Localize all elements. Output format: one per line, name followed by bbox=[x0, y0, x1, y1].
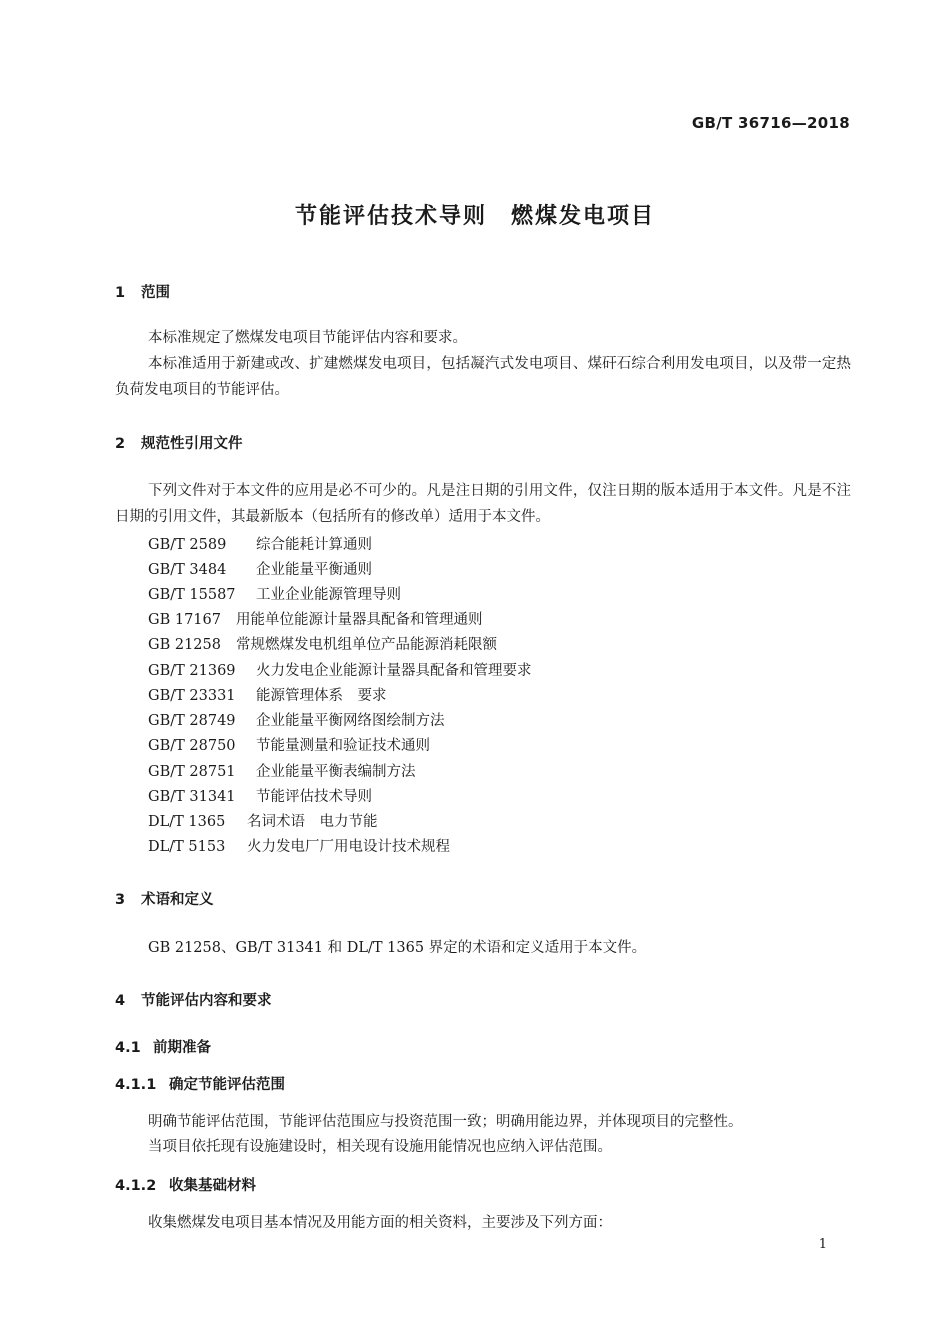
reference-item bbox=[148, 835, 450, 856]
standard-number: GB/T 36716—2018 bbox=[691, 114, 850, 132]
document-title: 节能评估技术导则 燃煤发电项目 bbox=[294, 204, 655, 229]
reference-name: 工业企业能源管理导则 bbox=[256, 587, 401, 603]
subsection-4-1-heading bbox=[115, 1036, 211, 1057]
reference-name: 火力发电企业能源计量器具配备和管理要求 bbox=[256, 663, 532, 679]
reference-item bbox=[148, 785, 372, 806]
reference-name: 用能单位能源计量器具配备和管理通则 bbox=[236, 612, 483, 628]
paragraph: 本标准规定了燃煤发电项目节能评估内容和要求。 bbox=[148, 330, 467, 346]
reference-code: GB/T 28750 bbox=[148, 738, 236, 754]
reference-name: 企业能量平衡网络图绘制方法 bbox=[256, 713, 445, 729]
reference-name: 常规燃煤发电机组单位产品能源消耗限额 bbox=[236, 637, 497, 653]
section-title: 术语和定义 bbox=[141, 892, 214, 908]
reference-item bbox=[148, 760, 416, 781]
reference-code: GB 21258 bbox=[148, 637, 221, 653]
paragraph: 明确节能评估范围，节能评估范围应与投资范围一致；明确用能边界，并体现项目的完整性。 bbox=[148, 1114, 743, 1130]
reference-code: DL/T 5153 bbox=[148, 839, 226, 855]
reference-code: GB/T 31341 bbox=[148, 789, 236, 805]
reference-item bbox=[148, 734, 430, 755]
section-title: 确定节能评估范围 bbox=[169, 1077, 285, 1093]
reference-name: 名词术语 电力节能 bbox=[247, 814, 378, 830]
reference-code: GB 17167 bbox=[148, 612, 221, 628]
reference-code: GB/T 23331 bbox=[148, 688, 236, 704]
section-4-heading bbox=[115, 989, 272, 1010]
paragraph: 收集燃煤发电项目基本情况及用能方面的相关资料，主要涉及下列方面： bbox=[148, 1215, 612, 1231]
section-number: 2 bbox=[115, 436, 126, 452]
section-title: 规范性引用文件 bbox=[141, 436, 243, 452]
reference-item bbox=[148, 684, 387, 705]
section-2-heading bbox=[115, 432, 243, 453]
reference-name: 企业能量平衡表编制方法 bbox=[256, 764, 416, 780]
section-number: 1 bbox=[115, 285, 126, 301]
reference-code: GB/T 21369 bbox=[148, 663, 236, 679]
section-number: 4 bbox=[115, 993, 126, 1009]
page-number: 1 bbox=[818, 1237, 827, 1252]
reference-code: DL/T 1365 bbox=[148, 814, 226, 830]
reference-name: 火力发电厂厂用电设计技术规程 bbox=[247, 839, 450, 855]
section-title: 节能评估内容和要求 bbox=[141, 993, 272, 1009]
reference-item bbox=[148, 533, 372, 554]
paragraph: GB 21258、GB/T 31341 和 DL/T 1365 界定的术语和定义适用于本文件。 bbox=[148, 940, 647, 956]
reference-item bbox=[148, 633, 497, 654]
reference-item bbox=[148, 810, 378, 831]
reference-name: 企业能量平衡通则 bbox=[256, 562, 372, 578]
section-number: 4.1 bbox=[115, 1040, 141, 1056]
reference-code: GB/T 15587 bbox=[148, 587, 236, 603]
subsection-4-1-2-heading bbox=[115, 1174, 256, 1195]
reference-item bbox=[148, 558, 372, 579]
reference-name: 节能量测量和验证技术通则 bbox=[256, 738, 430, 754]
section-title: 收集基础材料 bbox=[169, 1178, 256, 1194]
reference-name: 节能评估技术导则 bbox=[256, 789, 372, 805]
reference-code: GB/T 2589 bbox=[148, 537, 227, 553]
section-1-heading bbox=[115, 281, 170, 302]
section-number: 4.1.2 bbox=[115, 1178, 157, 1194]
section-title: 前期准备 bbox=[153, 1040, 211, 1056]
paragraph: 下列文件对于本文件的应用是必不可少的。凡是注日期的引用文件，仅注日期的版本适用于本文件。凡是不注日期的引用文件，其最新版本（包括所有的修改单）适用于本文件。 bbox=[115, 483, 851, 525]
reference-code: GB/T 28751 bbox=[148, 764, 236, 780]
reference-item bbox=[148, 608, 483, 629]
reference-name: 能源管理体系 要求 bbox=[256, 688, 387, 704]
section-number: 4.1.1 bbox=[115, 1077, 157, 1093]
reference-item bbox=[148, 709, 445, 730]
reference-item bbox=[148, 659, 532, 680]
reference-code: GB/T 3484 bbox=[148, 562, 227, 578]
reference-item bbox=[148, 583, 401, 604]
reference-name: 综合能耗计算通则 bbox=[256, 537, 372, 553]
subsection-4-1-1-heading bbox=[115, 1073, 285, 1094]
reference-code: GB/T 28749 bbox=[148, 713, 236, 729]
section-title: 范围 bbox=[141, 285, 170, 301]
paragraph: 当项目依托现有设施建设时，相关现有设施用能情况也应纳入评估范围。 bbox=[148, 1139, 612, 1155]
section-3-heading bbox=[115, 888, 214, 909]
section-number: 3 bbox=[115, 892, 126, 908]
paragraph: 本标准适用于新建或改、扩建燃煤发电项目，包括凝汽式发电项目、煤矸石综合利用发电项目，以及带一定热负荷发电项目的节能评估。 bbox=[115, 356, 851, 398]
